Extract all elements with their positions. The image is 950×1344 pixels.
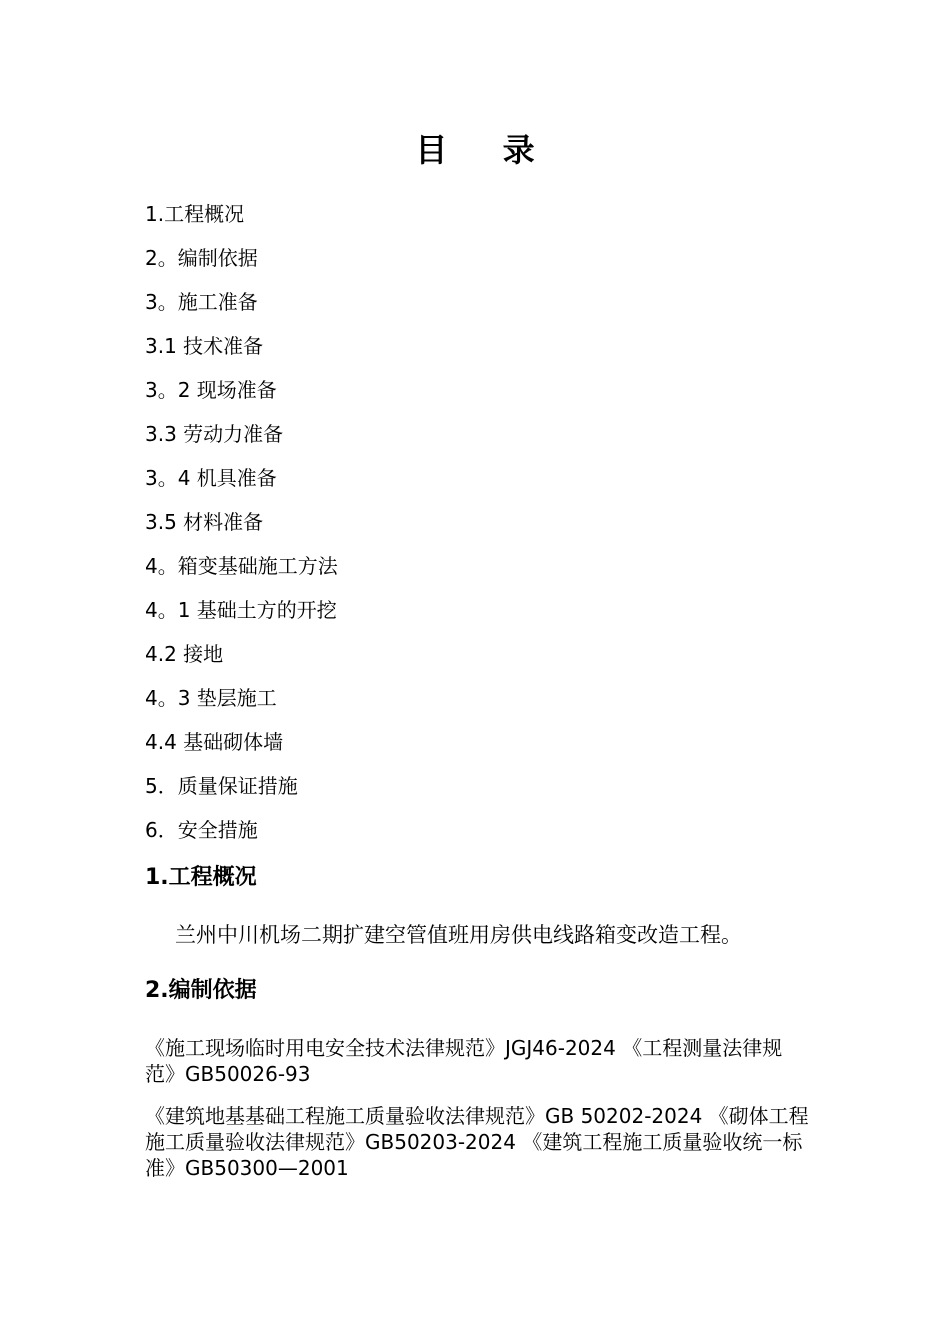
toc-item[interactable]: 3。4 机具准备 bbox=[145, 466, 277, 490]
toc-item[interactable]: 1.工程概况 bbox=[145, 202, 245, 226]
toc-item[interactable]: 3。2 现场准备 bbox=[145, 378, 277, 402]
toc-item[interactable]: 4。3 垫层施工 bbox=[145, 686, 277, 710]
section-2-paragraph: 《施工现场临时用电安全技术法律规范》JGJ46-2024 《工程测量法律规范》GB50026-93 bbox=[145, 1036, 783, 1086]
toc-item[interactable]: 4。1 基础土方的开挖 bbox=[145, 598, 337, 622]
section-2-heading: 2.编制依据 bbox=[145, 978, 257, 1003]
section-2-paragraph: 《建筑地基基础工程施工质量验收法律规范》GB 50202-2024 《砌体工程施工质量验收法律规范》GB50203-2024 《建筑工程施工质量验收统一标准》GB50300—2001 bbox=[145, 1104, 809, 1180]
toc-list bbox=[145, 192, 338, 852]
toc-item[interactable]: 4.2 接地 bbox=[145, 642, 224, 666]
toc-item[interactable]: 3.1 技术准备 bbox=[145, 334, 264, 358]
toc-item[interactable]: 4.4 基础砌体墙 bbox=[145, 730, 284, 754]
toc-item[interactable]: 3.3 劳动力准备 bbox=[145, 422, 284, 446]
toc-item[interactable]: 6．安全措施 bbox=[145, 818, 258, 842]
section-1-body: 兰州中川机场二期扩建空管值班用房供电线路箱变改造工程。 bbox=[175, 923, 742, 947]
toc-item[interactable]: 3。施工准备 bbox=[145, 290, 258, 314]
section-1-heading: 1.工程概况 bbox=[145, 865, 257, 890]
toc-item[interactable]: 5．质量保证措施 bbox=[145, 774, 298, 798]
toc-item[interactable]: 4。箱变基础施工方法 bbox=[145, 554, 338, 578]
toc-item[interactable]: 3.5 材料准备 bbox=[145, 510, 264, 534]
toc-item[interactable]: 2。编制依据 bbox=[145, 246, 258, 270]
toc-title: 目 录 bbox=[415, 131, 557, 169]
